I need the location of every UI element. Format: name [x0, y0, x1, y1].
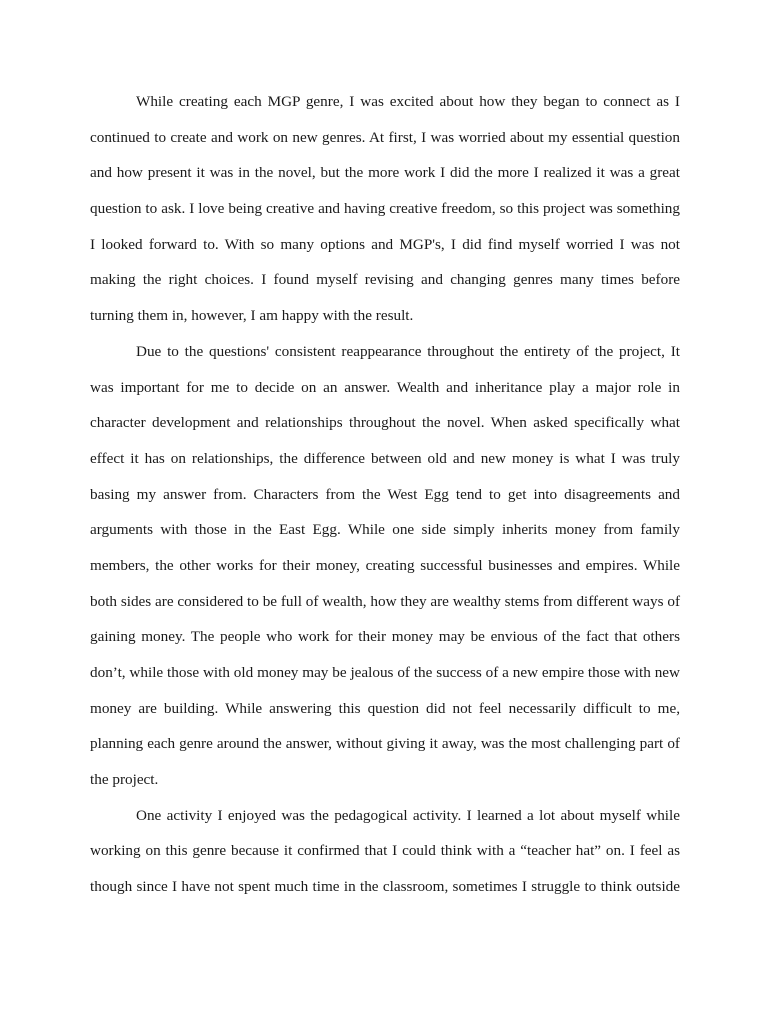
text-line: money are building. While answering this question did not feel necessarily difficult to me, [90, 699, 680, 717]
text-line: effect it has on relationships, the difference between old and new money is what I was truly [90, 449, 680, 467]
text-line: While creating each MGP genre, I was excited about how they began to connect as I [136, 93, 680, 110]
text-line: One activity I enjoyed was the pedagogical activity. I learned a lot about myself while [136, 806, 680, 824]
text-line: was important for me to decide on an answer. Wealth and inheritance play a major role in [90, 378, 680, 396]
text-line: the project. [90, 771, 159, 789]
text-line: planning each genre around the answer, without giving it away, was the most challenging part of [90, 735, 680, 753]
text-line: turning them in, however, I am happy with the result. [90, 307, 414, 325]
text-line: working on this genre because it confirmed that I could think with a “teacher hat” on. I feel as [90, 842, 680, 860]
text-line: and how present it was in the novel, but the more work I did the more I realized it was a great [90, 164, 680, 182]
text-line: continued to create and work on new genres. At first, I was worried about my essential question [90, 128, 680, 146]
text-line: though since I have not spent much time in the classroom, sometimes I struggle to think outside [90, 878, 680, 896]
text-line: don’t, while those with old money may be jealous of the success of a new empire those with new [90, 664, 680, 681]
text-line: both sides are considered to be full of wealth, how they are wealthy stems from different ways of [90, 592, 680, 610]
text-line: question to ask. I love being creative and having creative freedom, so this project was something [90, 200, 680, 218]
text-line: gaining money. The people who work for their money may be envious of the fact that others [90, 628, 680, 646]
text-line: arguments with those in the East Egg. While one side simply inherits money from family [90, 521, 680, 539]
text-line: making the right choices. I found myself revising and changing genres many times before [90, 271, 680, 289]
document-body [90, 84, 680, 905]
text-line: members, the other works for their money, creating successful businesses and empires. While [90, 556, 680, 574]
text-line: Due to the questions' consistent reappearance throughout the entirety of the project, It [136, 342, 680, 360]
text-line: basing my answer from. Characters from the West Egg tend to get into disagreements and [90, 485, 680, 503]
text-line: character development and relationships throughout the novel. When asked specifically what [90, 414, 680, 432]
text-line: I looked forward to. With so many options and MGP's, I did find myself worried I was not [90, 235, 680, 253]
